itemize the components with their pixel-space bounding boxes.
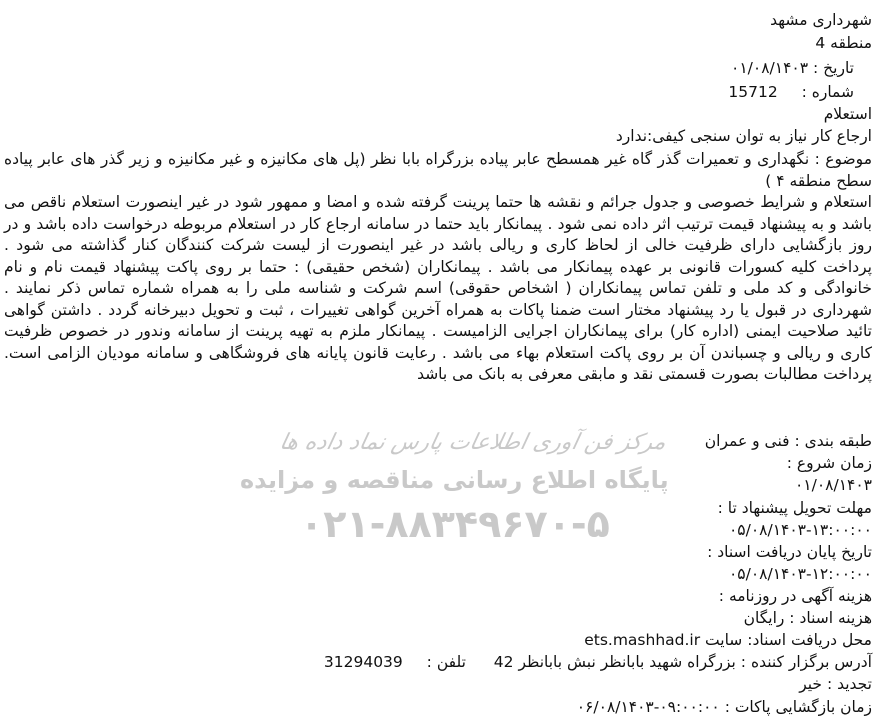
opening-line [577, 697, 872, 718]
ad-cost-line: هزینه آگهی در روزنامه : [718, 587, 872, 605]
district-name: منطقه 4 [815, 34, 872, 52]
doc-cost-line: هزینه اسناد : رایگان [743, 609, 872, 627]
start-label: زمان شروع : [786, 454, 872, 472]
watermark-company: مرکز فن آوری اطلاعات پارس نماد داده ها [277, 430, 669, 455]
deadline-label: مهلت تحویل پیشنهاد تا : [717, 499, 872, 517]
phone-value: 31294039 [323, 653, 403, 671]
receive-end-label: تاریخ پایان دریافت اسناد : [707, 543, 872, 561]
evaluation-note: ارجاع کار نیاز به توان سنجی کیفی:ندارد [615, 127, 872, 145]
opening-label: زمان بازگشایی پاکات : [724, 698, 872, 716]
terms-paragraph: استعلام و شرایط خصوصی و جدول جرائم و نقشه ها حتما پرینت گرفته شده و امضا و ممهور شود در غیر اینصورت استعلام ناقص می باشد و به پیشنهاد قیمت ترتیب اثر داده نمی شود . پیمانکار باید حتما در سامانه ارجاع کار در استعلام مربوطه درخواست داده باشد و در روز بازگشایی دارای ظرفیت خالی از لحاظ کاری و ریالی باشد در غیر اینصورت از لیست شرکت کنندگان کنار گذاشته می شود . پرداخت کلیه کسورات قانونی بر عهده پیمانکار می باشد . پیمانکاران (شخص حقیقی) : حتما بر روی پاکت پیشنهاد قیمت نام و نام خانوادگی و کد ملی و تلفن تماس پیمانکاران ( اشخاص حقوقی) اسم شرکت و شناسه ملی را به همراه شماره تماس ذکر نمایند . شهرداری در قبول یا رد پیشنهاد مختار است ضمنا پاکات به همراه آخرین گواهی تغییرات ، ثبت و تحویل دبیرخانه گردد . داشتن گواهی تائید صلاحیت ایمنی (اداره کار) برای پیمانکاران اجرایی الزامیست . پیمانکار ملزم به تهیه پرینت از سامانه وندور در خصوص ظرفیت کاری و ریالی و چسباندن آن بر روی پاکت استعلام بهاء می باشد . رعایت قانون پایانه های فروشگاهی و سامانه مودیان الزامی است. پرداخت مطالبات بصورت قسمتی نقد و مابقی معرفی به بانک می باشد [4, 193, 872, 383]
organization-name: شهرداری مشهد [770, 11, 872, 29]
document-type: استعلام [823, 105, 872, 123]
deadline-value: ۰۵/۰۸/۱۴۰۳-۱۳:۰۰:۰۰ [728, 521, 872, 539]
phone-label: تلفن : [426, 653, 466, 671]
opening-value: ۰۶/۰۸/۱۴۰۳-۰۹:۰۰:۰۰ [576, 698, 720, 716]
receive-end-value: ۰۵/۰۸/۱۴۰۳-۱۲:۰۰:۰۰ [728, 565, 872, 583]
renewal-line: تجدید : خیر [799, 675, 872, 693]
date-line: تاریخ : ۰۱/۰۸/۱۴۰۳ [731, 59, 854, 77]
number-line [728, 82, 854, 103]
number-label: شماره : [801, 83, 854, 101]
number-value: 15712 [728, 83, 778, 101]
receive-place-label: محل دریافت اسناد: سایت [705, 631, 872, 649]
receive-place-site[interactable]: ets.mashhad.ir [584, 631, 701, 649]
watermark-portal: پایگاه اطلاع رسانی مناقصه و مزایده [240, 466, 669, 494]
start-value: ۰۱/۰۸/۱۴۰۳ [794, 476, 872, 494]
subject-paragraph: موضوع : نگهداری و تعمیرات گذر گاه غیر همسطح عابر پیاده بزرگراه بابا نظر (پل های مکانیزه و غیر مکانیزه و زیر گذر های عابر پیاده سطح منطقه ۴ ) [4, 150, 872, 190]
watermark-phone: ۰۲۱-۸۸۳۴۹۶۷۰-۵ [300, 502, 610, 546]
address-text: آدرس برگزار کننده : بزرگراه شهید بابانظر نبش بابانظر 42 [493, 653, 872, 671]
receive-place-line [584, 630, 872, 651]
category-line: طبقه بندی : فنی و عمران [704, 432, 872, 450]
address-line [324, 652, 872, 673]
